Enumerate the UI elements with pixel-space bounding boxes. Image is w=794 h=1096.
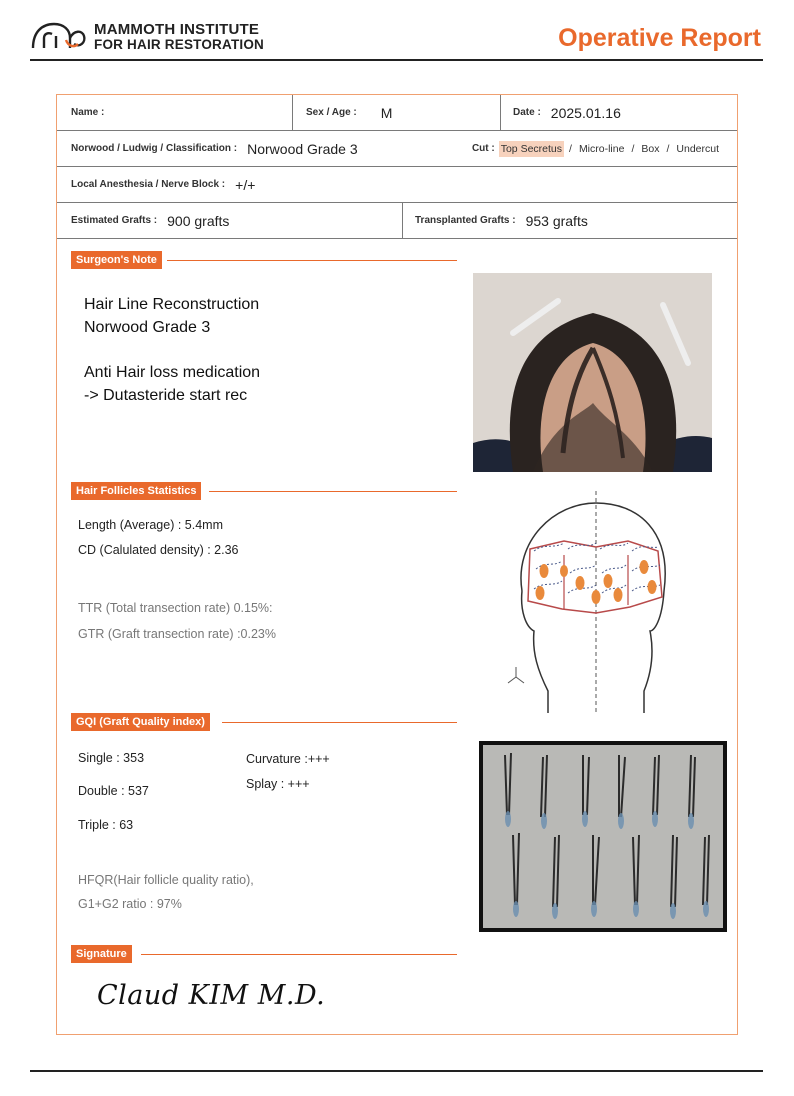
section-tag: Surgeon's Note [71, 251, 162, 269]
cell-divider [292, 95, 293, 130]
grafts-row [57, 203, 737, 239]
classification-cell [71, 131, 358, 166]
scalp-top-photo [473, 273, 712, 472]
note-line: Norwood Grade 3 [84, 319, 211, 336]
triple-count: Triple : 63 [78, 818, 134, 832]
date-value: 2025.01.16 [550, 104, 621, 121]
cut-option-top-secretus[interactable]: Top Secretus [500, 142, 563, 155]
date-cell [513, 95, 621, 130]
logo-line-1: MAMMOTH INSTITUTE [94, 21, 260, 38]
date-label: Date : [513, 107, 541, 118]
cell-divider [402, 203, 403, 238]
logo-line-2: FOR HAIR RESTORATION [94, 37, 265, 52]
anesthesia-cell [71, 167, 255, 202]
density-stat: CD (Calulated density) : 2.36 [78, 543, 239, 557]
anesthesia-label: Local Anesthesia / Nerve Block : [71, 179, 226, 190]
section-rule [167, 260, 457, 261]
section-tag: GQI (Graft Quality index) [71, 713, 210, 731]
transplanted-label: Transplanted Grafts : [415, 215, 516, 226]
transplanted-cell [415, 203, 588, 238]
section-rule [222, 722, 457, 723]
sex-age-label: Sex / Age : [306, 107, 357, 118]
report-title: Operative Report [558, 24, 761, 52]
slash-separator: / [666, 142, 670, 155]
name-label: Name : [71, 107, 105, 118]
estimated-label: Estimated Grafts : [71, 215, 158, 226]
cut-option-box[interactable]: Box [641, 142, 660, 155]
patient-row [57, 95, 737, 131]
sex-age-cell [306, 95, 392, 130]
estimated-cell [71, 203, 229, 238]
note-line [84, 339, 260, 361]
hfqr-label: HFQR(Hair follicle quality ratio), [78, 873, 254, 887]
gtr-stat: GTR (Graft transection rate) :0.23% [78, 627, 276, 641]
single-count: Single : 353 [78, 751, 145, 765]
length-stat: Length (Average) : 5.4mm [78, 518, 223, 532]
cell-divider [500, 95, 501, 130]
section-rule [141, 954, 457, 955]
note-line: Anti Hair loss medication [84, 364, 261, 381]
splay-value: Splay : +++ [246, 777, 310, 791]
cut-option-undercut[interactable]: Undercut [676, 142, 719, 155]
slash-separator: / [569, 142, 572, 155]
classification-row [57, 131, 737, 167]
report-form [56, 94, 738, 1035]
footer-divider [30, 1070, 763, 1072]
note-line: Hair Line Reconstruction [84, 296, 260, 313]
cut-label: Cut : [471, 143, 495, 154]
anesthesia-value: +/+ [235, 176, 256, 193]
sex-age-value: M [380, 104, 393, 121]
name-cell [71, 95, 114, 130]
surgeon-signature: Claud KIM M.D. [97, 980, 326, 1011]
estimated-value: 900 grafts [167, 212, 230, 229]
cut-options [472, 131, 721, 166]
anesthesia-row [57, 167, 737, 203]
institute-logo [30, 20, 280, 54]
slash-separator: / [631, 142, 635, 155]
header-divider [30, 59, 763, 61]
classification-label: Norwood / Ludwig / Classification : [71, 143, 238, 154]
double-count: Double : 537 [78, 784, 149, 798]
graft-sample-photo [479, 741, 727, 932]
mammoth-icon [30, 20, 90, 52]
cut-option-micro-line[interactable]: Micro-line [578, 142, 625, 155]
ttr-stat: TTR (Total transection rate) 0.15%: [78, 601, 273, 615]
section-tag: Hair Follicles Statistics [71, 482, 201, 500]
note-line: -> Dutasteride start rec [84, 387, 248, 404]
donor-area-diagram [504, 491, 684, 713]
curvature-value: Curvature :+++ [246, 752, 330, 766]
transplanted-value: 953 grafts [525, 212, 588, 229]
classification-value: Norwood Grade 3 [247, 140, 358, 157]
surgeon-note-text [84, 293, 260, 407]
section-tag: Signature [71, 945, 132, 963]
section-rule [209, 491, 457, 492]
hfqr-ratio: G1+G2 ratio : 97% [78, 897, 182, 911]
